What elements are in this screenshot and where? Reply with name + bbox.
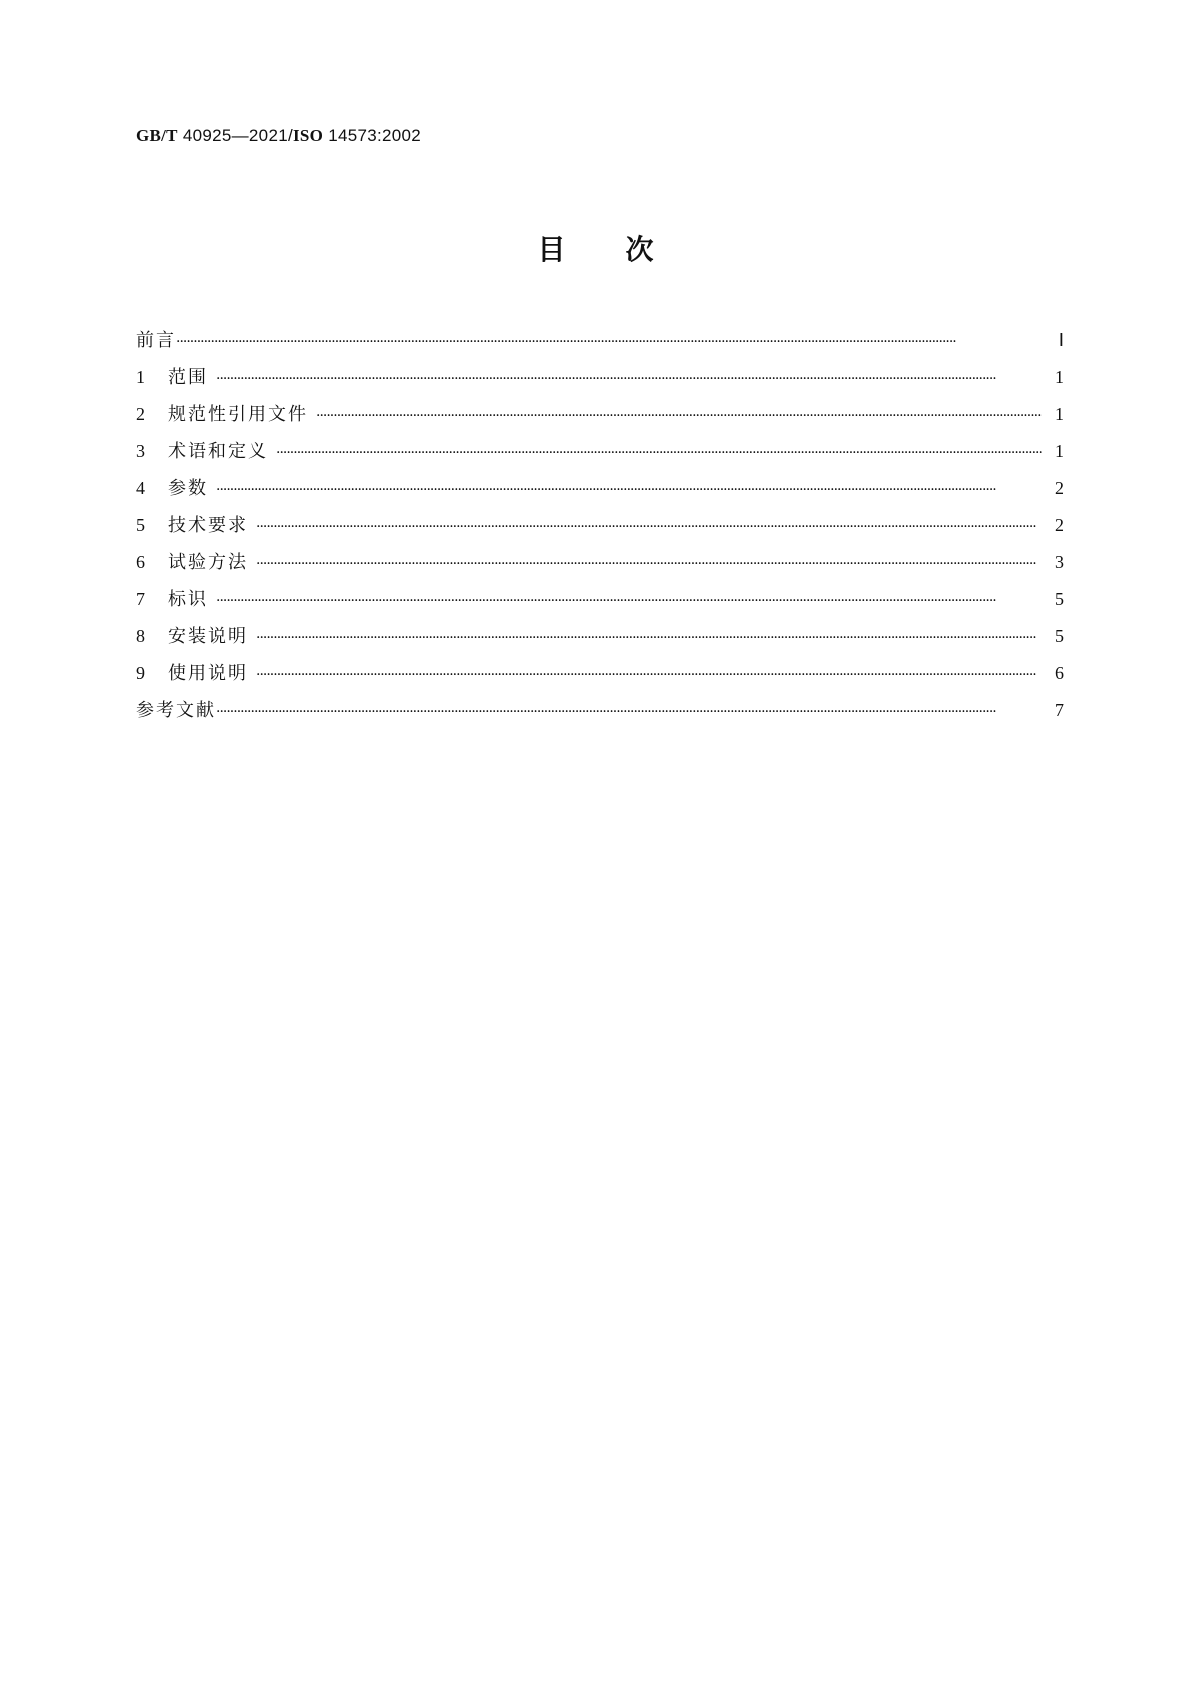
toc-label: 前言: [136, 330, 176, 351]
toc-label: 范围: [168, 367, 208, 388]
iso-prefix: ISO: [292, 126, 324, 145]
toc-number: 2: [136, 404, 145, 424]
iso-number: 14573:2002: [328, 126, 422, 145]
toc-number: 9: [136, 663, 145, 683]
toc-label: 参数: [168, 478, 208, 499]
toc-leader-dots: [316, 408, 1042, 424]
toc-page-number: 5: [1055, 626, 1064, 646]
toc-number: 8: [136, 626, 145, 646]
toc-leader-dots: [256, 630, 1042, 646]
toc-entry[interactable]: [136, 326, 1064, 363]
toc-entry[interactable]: [136, 659, 1064, 696]
toc-page-number: 7: [1055, 700, 1064, 720]
toc-leader-dots: [256, 519, 1042, 535]
toc-leader-dots: [176, 334, 1042, 350]
document-header: [136, 126, 421, 146]
toc-page-number: 1: [1055, 404, 1064, 424]
toc-leader-dots: [216, 482, 1042, 498]
table-of-contents: [136, 326, 1064, 733]
toc-leader-dots: [276, 445, 1042, 461]
toc-entry[interactable]: [136, 585, 1064, 622]
toc-entry[interactable]: [136, 363, 1064, 400]
toc-leader-dots: [216, 593, 1042, 609]
toc-number: 7: [136, 589, 145, 609]
toc-entry[interactable]: [136, 548, 1064, 585]
toc-page-number: 2: [1055, 515, 1064, 535]
title-char: 次: [625, 233, 654, 266]
toc-page-number: Ⅰ: [1058, 330, 1064, 350]
toc-page-number: 1: [1055, 441, 1064, 461]
toc-number: 3: [136, 441, 145, 461]
toc-page-number: 1: [1055, 367, 1064, 387]
toc-page-number: 3: [1055, 552, 1064, 572]
toc-label: 标识: [168, 589, 208, 610]
toc-number: 5: [136, 515, 145, 535]
toc-leader-dots: [216, 371, 1042, 387]
standard-prefix: GB/T: [136, 126, 178, 145]
toc-entry[interactable]: [136, 400, 1064, 437]
toc-number: 1: [136, 367, 145, 387]
standard-number: 40925—2021/: [182, 126, 293, 145]
toc-entry[interactable]: [136, 474, 1064, 511]
toc-leader-dots: [256, 556, 1042, 572]
toc-label: 术语和定义: [168, 441, 268, 462]
toc-page-number: 5: [1055, 589, 1064, 609]
toc-label: 参考文献: [136, 700, 216, 721]
toc-label: 技术要求: [168, 515, 248, 536]
title-char: 目: [537, 233, 566, 266]
toc-label: 规范性引用文件: [168, 404, 308, 425]
toc-number: 4: [136, 478, 145, 498]
toc-page-number: 6: [1055, 663, 1064, 683]
toc-page-number: 2: [1055, 478, 1064, 498]
toc-entry[interactable]: [136, 511, 1064, 548]
toc-label: 试验方法: [168, 552, 248, 573]
toc-entry[interactable]: [136, 622, 1064, 659]
toc-entry[interactable]: [136, 437, 1064, 474]
toc-leader-dots: [256, 667, 1042, 683]
toc-label: 使用说明: [168, 663, 248, 684]
page-title: [0, 228, 1191, 268]
toc-entry[interactable]: [136, 696, 1064, 733]
toc-number: 6: [136, 552, 145, 572]
toc-leader-dots: [216, 704, 1042, 720]
toc-label: 安装说明: [168, 626, 248, 647]
